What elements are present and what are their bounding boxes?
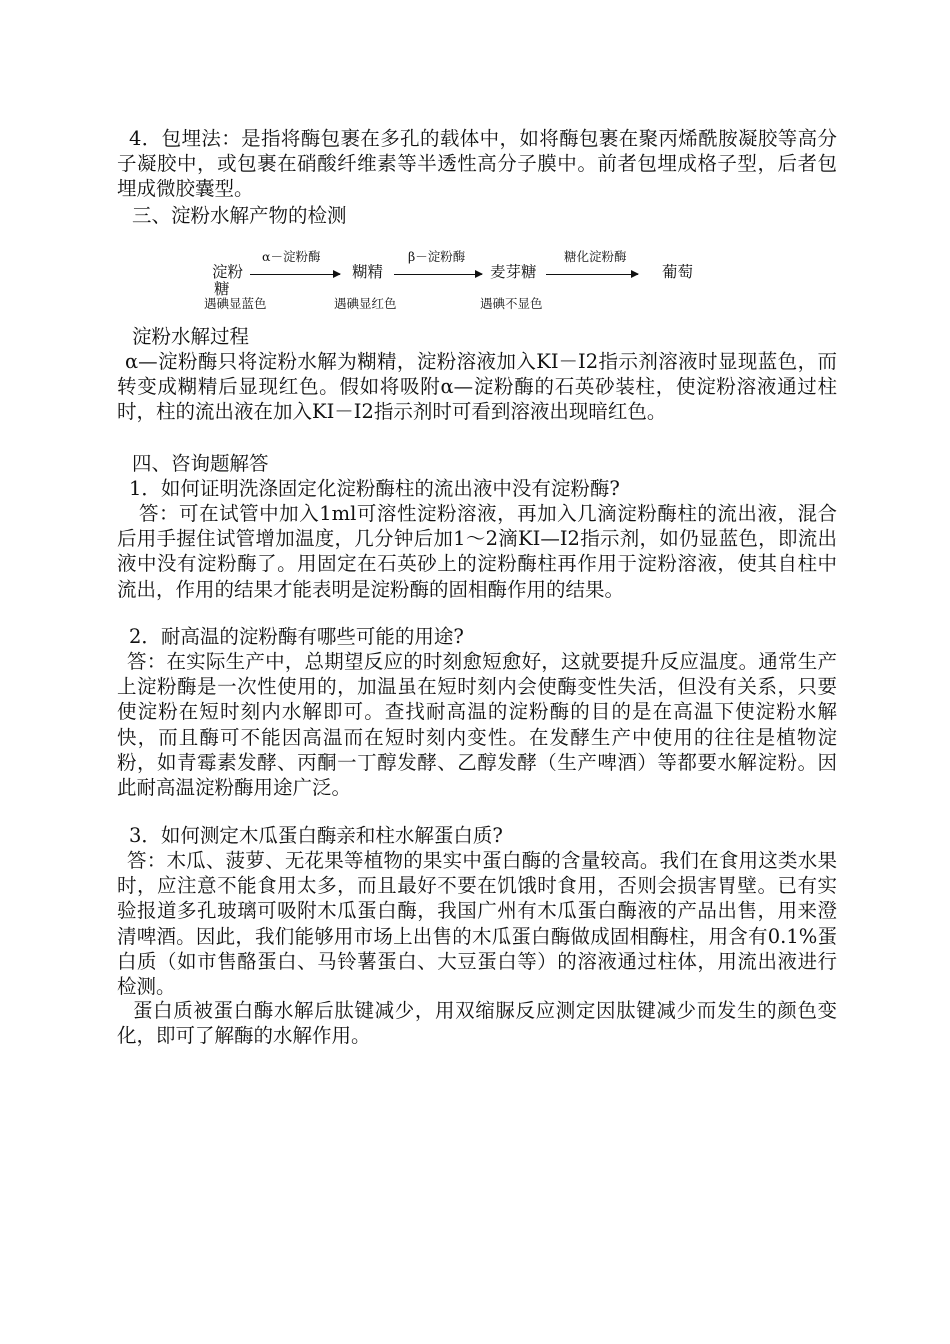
answer-2: 答：在实际生产中，总期望反应的时刻愈短愈好，这就要提升反应温度。通常生产上淀粉酶是一次性使用的，加温虽在短时刻内会使酶变性失活，但没有关系，只要使淀粉在短时刻内水解即可。查找耐高温的淀粉酶的目的是在高温下使淀粉水解快，而且酶可不能因高温而在短时刻内变性。在发酵生产中使用的往往是植物淀粉，如青霉素发酵、丙酮一丁醇发酵、乙醇发酵（生产啤酒）等都要水解淀粉。因此耐高温淀粉酶用途广泛。 — [117, 650, 837, 800]
question-2: 2．耐高温的淀粉酶有哪些可能的用途? — [129, 625, 464, 648]
label-alpha-amylase: α－淀粉酶 — [262, 249, 321, 264]
starch-hydrolysis-diagram — [200, 244, 730, 316]
section-heading-3: 三、淀粉水解产物的检测 — [132, 204, 347, 227]
diagram-caption: 淀粉水解过程 — [132, 325, 250, 348]
paragraph-embedding-method: 4．包埋法：是指将酶包裹在多孔的载体中，如将酶包裹在聚丙烯酰胺凝胶等高分子凝胶中，或包裹在硝酸纤维素等半透性高分子膜中。前者包埋成格子型，后者包埋成微胶囊型。 — [117, 127, 837, 201]
node-starch: 淀粉 — [212, 263, 244, 281]
node-sugar: 糖 — [214, 280, 230, 298]
answer-3: 答：木瓜、菠萝、无花果等植物的果实中蛋白酶的含量较高。我们在食用这类水果时，应注意不能食用太多，而且最好不要在饥饿时食用，否则会损害胃壁。已有实验报道多孔玻璃可吸附木瓜蛋白酶，我国广州有木瓜蛋白酶液的产品出售，用来澄清啤酒。因此，我们能够用市场上出售的木瓜蛋白酶做成固相酶柱，用含有0.1%蛋白质（如市售酪蛋白、马铃薯蛋白、大豆蛋白等）的溶液通过柱体，用流出液进行检测。 — [117, 849, 837, 999]
arrow-1 — [250, 274, 340, 275]
note-red: 遇碘显红色 — [334, 296, 397, 311]
answer-1: 答：可在试管中加入1ml可溶性淀粉溶液，再加入几滴淀粉酶柱的流出液，混合后用手握住试管增加温度，几分钟后加1～2滴KI—I2指示剂，如仍显蓝色，即流出液中没有淀粉酶了。用固定在石英砂上的淀粉酶柱再作用于淀粉溶液，使其自柱中流出，作用的结果才能表明是淀粉酶的固相酶作用的结果。 — [117, 502, 837, 601]
label-glucoamylase: 糖化淀粉酶 — [564, 249, 627, 264]
paragraph-peptide-bond: 蛋白质被蛋白酶水解后肽键减少，用双缩脲反应测定因肽键减少而发生的颜色变化，即可了解酶的水解作用。 — [117, 999, 837, 1048]
label-beta-amylase: β－淀粉酶 — [408, 249, 466, 264]
section-heading-4: 四、咨询题解答 — [132, 452, 269, 475]
question-3: 3．如何测定木瓜蛋白酶亲和柱水解蛋白质? — [129, 824, 503, 847]
paragraph-alpha-amylase: α—淀粉酶只将淀粉水解为糊精，淀粉溶液加入KI－I2指示剂溶液时显现蓝色，而转变成糊精后显现红色。假如将吸附α—淀粉酶的石英砂装柱，使淀粉溶液通过柱时，柱的流出液在加入KI－I2指示剂时可看到溶液出现暗红色。 — [117, 350, 837, 424]
node-glucose: 葡萄 — [662, 263, 694, 281]
question-1: 1．如何证明洗涤固定化淀粉酶柱的流出液中没有淀粉酶? — [129, 477, 620, 500]
arrow-2 — [394, 274, 482, 275]
node-dextrin: 糊精 — [352, 263, 384, 281]
note-blue: 遇碘显蓝色 — [204, 296, 267, 311]
note-no-color: 遇碘不显色 — [480, 296, 543, 311]
node-maltose: 麦芽糖 — [490, 263, 537, 281]
arrow-3 — [546, 274, 638, 275]
